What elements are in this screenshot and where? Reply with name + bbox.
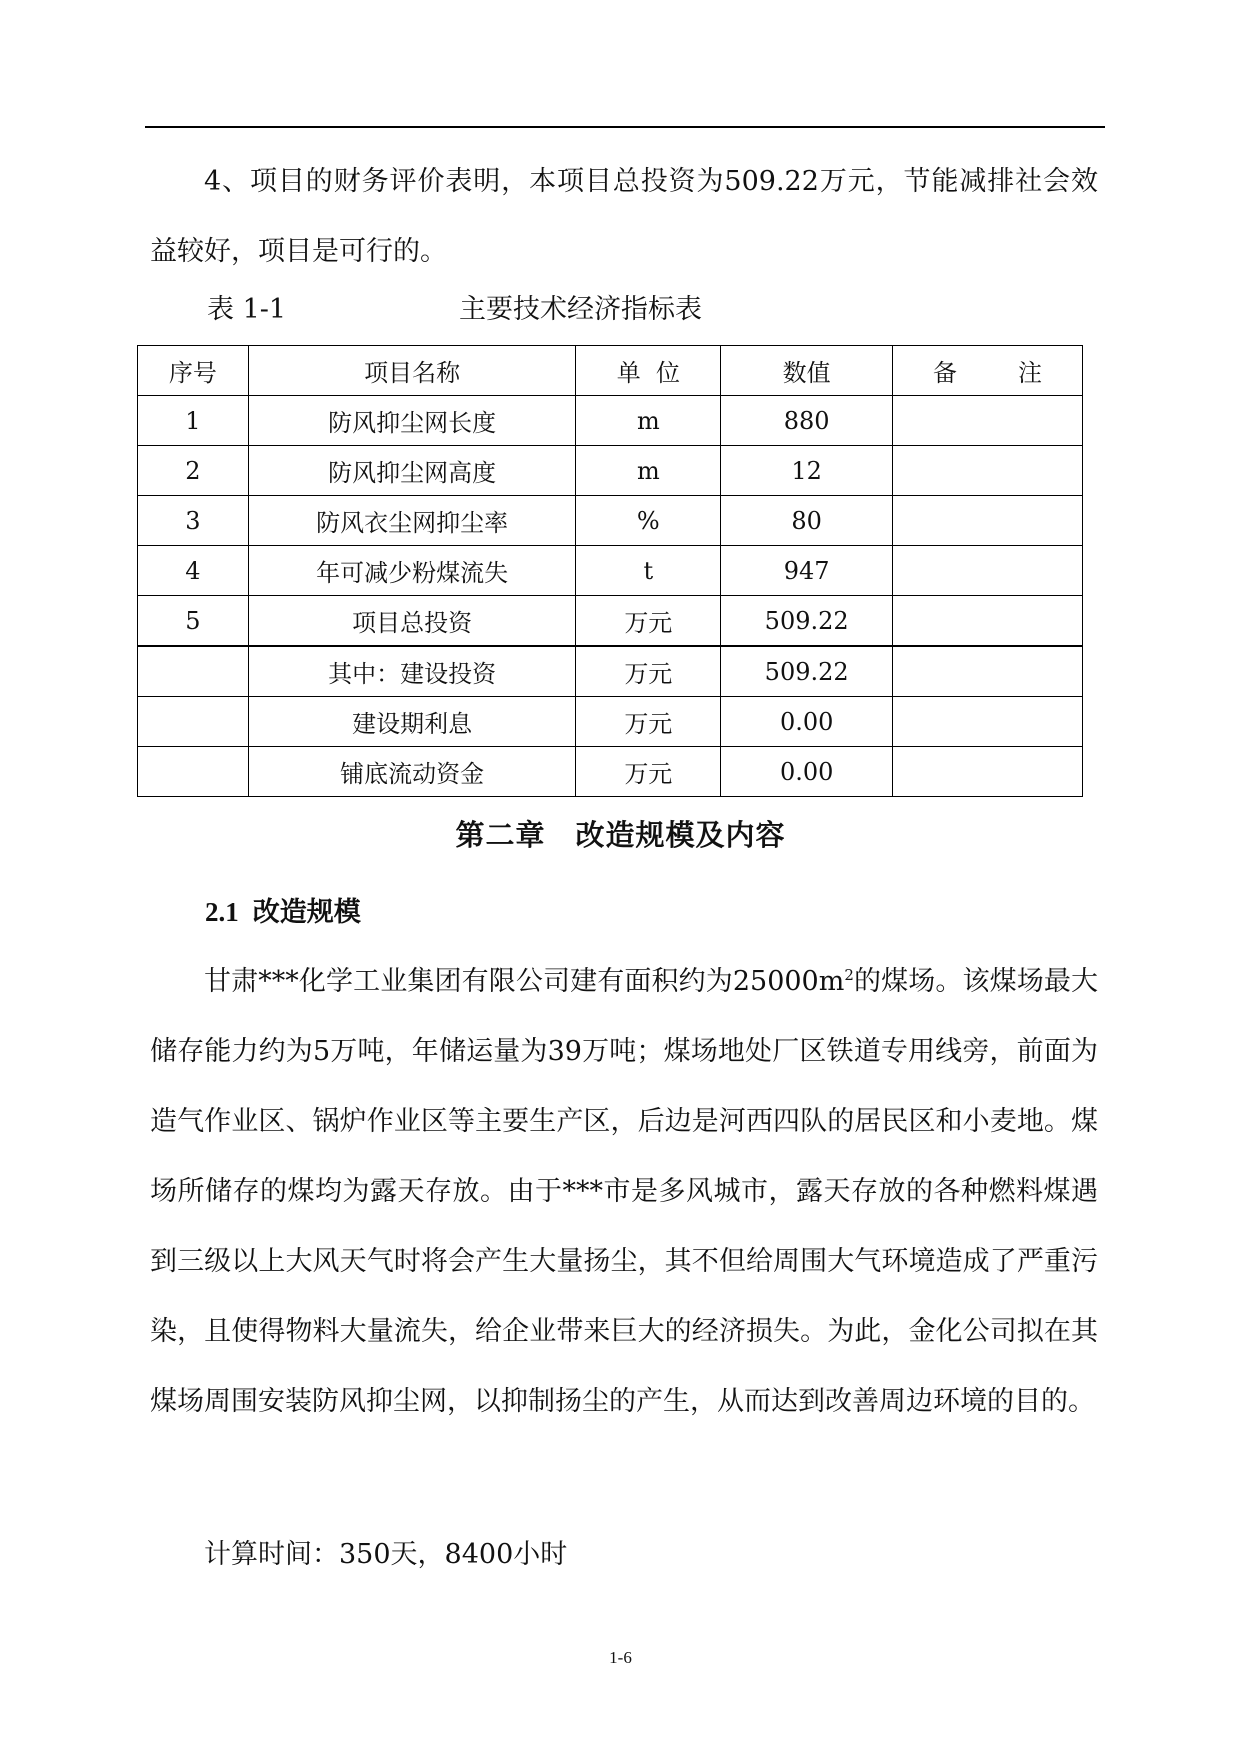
cell-value: 947 <box>721 546 893 596</box>
cell-name: 防风抑尘网长度 <box>248 396 576 446</box>
cell-value: 509.22 <box>721 596 893 647</box>
table-row <box>138 396 1083 446</box>
cell-remark <box>893 396 1083 446</box>
cell-unit: % <box>576 496 721 546</box>
conclusion-paragraph: 4、项目的财务评价表明，本项目总投资为509.22万元，节能减排社会效益较好，项目是可行的。 <box>150 166 1098 267</box>
chapter-title: 第二章 改造规模及内容 <box>455 818 786 852</box>
cell-unit: t <box>576 546 721 596</box>
cell-index <box>138 646 249 697</box>
cell-name: 防风抑尘网高度 <box>248 446 576 496</box>
indicator-table <box>137 345 1083 797</box>
table-row <box>138 446 1083 496</box>
cell-value: 0.00 <box>721 747 893 797</box>
cell-index: 4 <box>138 546 249 596</box>
cell-unit: m <box>576 396 721 446</box>
cell-remark <box>893 596 1083 647</box>
cell-remark <box>893 646 1083 697</box>
cell-remark <box>893 697 1083 747</box>
cell-value: 12 <box>721 446 893 496</box>
paragraph-text-start: 甘肃***化学工业集团有限公司建有面积约为25000m <box>204 966 845 997</box>
cell-remark <box>893 446 1083 496</box>
header-unit: 单 位 <box>576 346 721 396</box>
cell-unit: 万元 <box>576 596 721 647</box>
table-row <box>138 747 1083 797</box>
cell-remark <box>893 546 1083 596</box>
cell-remark <box>893 496 1083 546</box>
coal-yard-paragraph <box>150 947 1098 1437</box>
cell-index: 1 <box>138 396 249 446</box>
cell-name: 防风衣尘网抑尘率 <box>248 496 576 546</box>
cell-name: 铺底流动资金 <box>248 747 576 797</box>
cell-index: 3 <box>138 496 249 546</box>
section-number: 2.1 <box>205 897 239 927</box>
cell-unit: m <box>576 446 721 496</box>
table-row <box>138 697 1083 747</box>
header-remark: 备 注 <box>893 346 1083 396</box>
table-row <box>138 546 1083 596</box>
table-caption <box>207 292 702 328</box>
cell-value: 0.00 <box>721 697 893 747</box>
cell-remark <box>893 747 1083 797</box>
calculation-time-paragraph: 计算时间：350天，8400小时 <box>204 1539 568 1570</box>
cell-name: 建设期利息 <box>248 697 576 747</box>
header-value: 数值 <box>721 346 893 396</box>
cell-unit: 万元 <box>576 697 721 747</box>
cell-value: 509.22 <box>721 646 893 697</box>
section-title: 改造规模 <box>252 897 361 928</box>
cell-index: 2 <box>138 446 249 496</box>
page-number: 1-6 <box>609 1648 632 1667</box>
paragraph-text-rest: 的煤场。该煤场最大储存能力约为5万吨，年储运量为39万吨；煤场地处厂区铁道专用线旁，前面为造气作业区、锅炉作业区等主要生产区，后边是河西四队的居民区和小麦地。煤场所储存的煤均为露天存放。由于***市是多风城市，露天存放的各种燃料煤遇到三级以上大风天气时将会产生大量扬尘，其不但给周围大气环境造成了严重污染，且使得物料大量流失，给企业带来巨大的经济损失。为此，金化公司拟在其煤场周围安装防风抑尘网，以抑制扬尘的产生，从而达到改善周边环境的目的。 <box>150 966 1099 1417</box>
table-header-row <box>138 346 1083 396</box>
cell-name: 年可减少粉煤流失 <box>248 546 576 596</box>
table-row <box>138 646 1083 697</box>
table-caption-number: 表 1-1 <box>207 294 287 325</box>
cell-value: 880 <box>721 396 893 446</box>
area-unit-superscript: 2 <box>844 966 854 984</box>
header-name: 项目名称 <box>248 346 576 396</box>
cell-index: 5 <box>138 596 249 647</box>
cell-name: 项目总投资 <box>248 596 576 647</box>
table-row <box>138 596 1083 647</box>
header-rule <box>145 126 1105 128</box>
cell-value: 80 <box>721 496 893 546</box>
cell-index <box>138 747 249 797</box>
cell-name: 其中：建设投资 <box>248 646 576 697</box>
section-heading <box>205 892 361 933</box>
cell-index <box>138 697 249 747</box>
table-caption-title: 主要技术经济指标表 <box>459 294 702 325</box>
table-row <box>138 496 1083 546</box>
cell-unit: 万元 <box>576 646 721 697</box>
header-index: 序号 <box>138 346 249 396</box>
cell-unit: 万元 <box>576 747 721 797</box>
